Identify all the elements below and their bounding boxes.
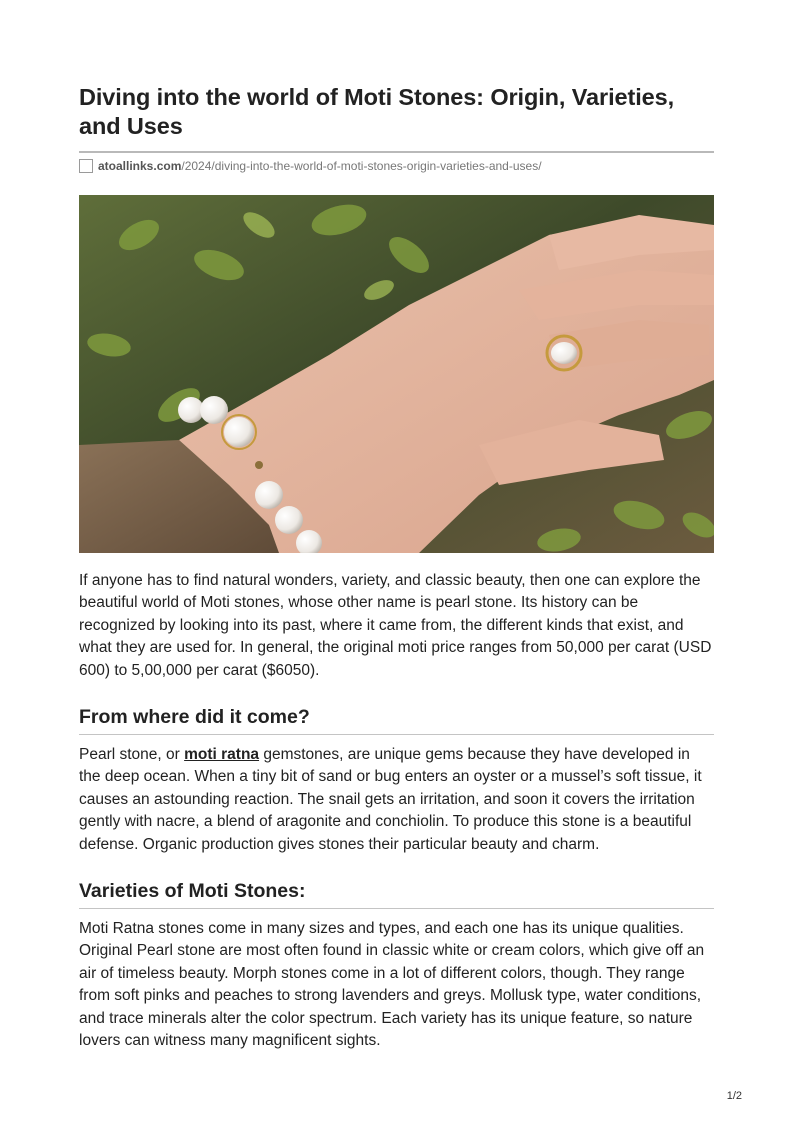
origin-text-before: Pearl stone, or [79,746,185,764]
moti-ratna-link[interactable]: moti ratna [184,746,260,764]
section-heading-varieties: Varieties of Moti Stones: [79,880,306,903]
source-url[interactable] [98,159,542,173]
source-domain: atoallinks.com [98,159,182,173]
section-heading-origin: From where did it come? [79,706,310,729]
article [79,0,714,1053]
section-divider [79,734,714,735]
source-line[interactable] [79,157,714,175]
hero-image [79,195,714,553]
origin-paragraph [79,744,714,856]
varieties-paragraph: Moti Ratna stones come in many sizes and types, and each one has its unique qualities. Original Pearl stone are most often found in classic white or cream colors, which give off an air of timeless beauty. Morph stones come in a lot of different colors, though. They range from soft pinks and peaches to strong lavenders and greys. Mollusk type, water conditions, and trace minerals alter the color spectrum. Each variety has its unique feature, so nature lovers can witness many magnificent sights. [79,920,705,1050]
page-number: 1/2 [726,1090,742,1102]
article-title: Diving into the world of Moti Stones: Origin, Varieties, and Uses [79,84,674,139]
title-divider [79,151,714,153]
source-path: /2024/diving-into-the-world-of-moti-stones-origin-varieties-and-uses/ [181,159,542,173]
favicon-icon [79,159,93,173]
section-divider [79,908,714,909]
intro-paragraph: If anyone has to find natural wonders, variety, and classic beauty, then one can explore the beautiful world of Moti stones, whose other name is pearl stone. Its history can be recognized by looking into its past, where it came from, the different kinds that exist, and what they are used for. In general, the original moti price ranges from 50,000 per carat (USD 600) to 5,00,000 per carat ($6050). [79,572,712,679]
origin-text-after: gemstones, are unique gems because they have developed in the deep ocean. When a tiny bit of sand or bug enters an oyster or a mussel’s soft tissue, it causes an astounding reaction. The snail gets an irritation, and soon it covers the irritation gently with nacre, a blend of aragonite and conchiolin. To produce this stone is a beautiful defense. Organic production gives stones their particular beauty and charm. [79,746,702,853]
